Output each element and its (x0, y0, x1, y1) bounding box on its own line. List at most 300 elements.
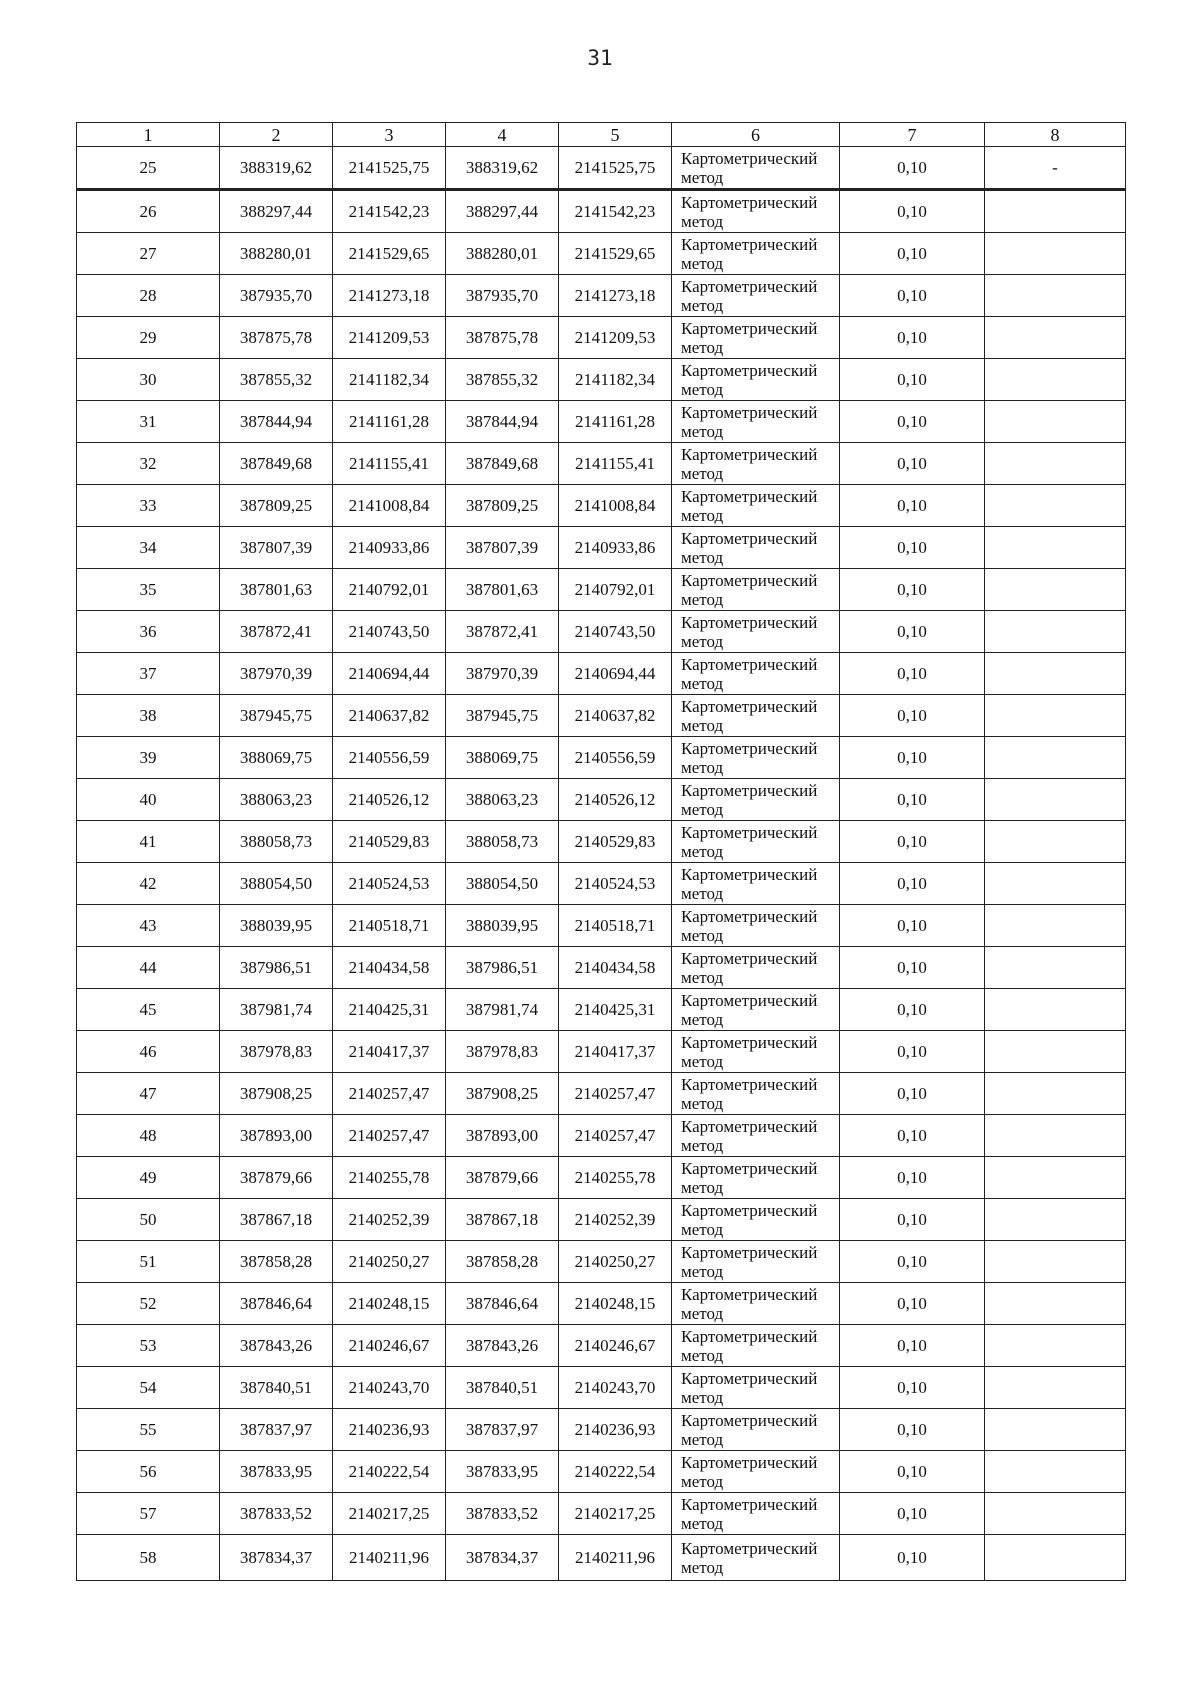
y-coordinate-cell: 2140518,71 (333, 905, 446, 947)
table-row (77, 989, 1126, 1031)
method-text: метод (681, 883, 724, 903)
method-cell (672, 821, 840, 863)
note-cell (985, 1535, 1126, 1581)
method-cell (672, 947, 840, 989)
x-coordinate-cell: 388280,01 (446, 233, 559, 275)
y-coordinate-cell: 2140529,83 (333, 821, 446, 863)
method-cell (672, 569, 840, 611)
x-coordinate-cell: 387807,39 (220, 527, 333, 569)
note-cell: - (985, 147, 1126, 190)
x-coordinate-cell: 387849,68 (220, 443, 333, 485)
accuracy-cell: 0,10 (840, 147, 985, 190)
note-cell (985, 779, 1126, 821)
y-coordinate-cell: 2140743,50 (333, 611, 446, 653)
x-coordinate-cell: 387879,66 (220, 1157, 333, 1199)
method-text: метод (681, 167, 724, 187)
method-text: Картометрический (681, 1452, 818, 1472)
method-cell (672, 989, 840, 1031)
method-text: метод (681, 1557, 724, 1577)
table-row (77, 947, 1126, 989)
x-coordinate-cell: 387872,41 (446, 611, 559, 653)
note-cell (985, 527, 1126, 569)
x-coordinate-cell: 387855,32 (446, 359, 559, 401)
y-coordinate-cell: 2140257,47 (333, 1073, 446, 1115)
method-text: Картометрический (681, 738, 818, 758)
x-coordinate-cell: 388319,62 (220, 147, 333, 190)
table-row (77, 779, 1126, 821)
method-text: метод (681, 841, 724, 861)
table-row (77, 1283, 1126, 1325)
table-row (77, 147, 1126, 190)
method-cell (672, 653, 840, 695)
note-cell (985, 1493, 1126, 1535)
accuracy-cell: 0,10 (840, 1535, 985, 1581)
accuracy-cell: 0,10 (840, 947, 985, 989)
accuracy-cell: 0,10 (840, 1241, 985, 1283)
column-header: 7 (840, 123, 985, 147)
y-coordinate-cell: 2140743,50 (559, 611, 672, 653)
x-coordinate-cell: 387978,83 (220, 1031, 333, 1073)
y-coordinate-cell: 2140217,25 (559, 1493, 672, 1535)
y-coordinate-cell: 2141155,41 (559, 443, 672, 485)
point-number-cell: 47 (77, 1073, 220, 1115)
table-row (77, 443, 1126, 485)
note-cell (985, 1157, 1126, 1199)
note-cell (985, 1283, 1126, 1325)
x-coordinate-cell: 387846,64 (446, 1283, 559, 1325)
x-coordinate-cell: 387978,83 (446, 1031, 559, 1073)
method-text: метод (681, 505, 724, 525)
table-row (77, 1535, 1126, 1581)
accuracy-cell: 0,10 (840, 1031, 985, 1073)
method-cell (672, 737, 840, 779)
note-cell (985, 1325, 1126, 1367)
method-cell (672, 147, 840, 190)
note-cell (985, 653, 1126, 695)
method-text: Картометрический (681, 486, 818, 506)
x-coordinate-cell: 387879,66 (446, 1157, 559, 1199)
point-number-cell: 25 (77, 147, 220, 190)
table-row (77, 611, 1126, 653)
method-text: метод (681, 1429, 724, 1449)
y-coordinate-cell: 2141273,18 (333, 275, 446, 317)
method-text: метод (681, 463, 724, 483)
table-row (77, 1073, 1126, 1115)
method-text: Картометрический (681, 780, 818, 800)
method-text: метод (681, 1009, 724, 1029)
point-number-cell: 58 (77, 1535, 220, 1581)
x-coordinate-cell: 387875,78 (446, 317, 559, 359)
point-number-cell: 31 (77, 401, 220, 443)
y-coordinate-cell: 2140526,12 (559, 779, 672, 821)
table-row (77, 821, 1126, 863)
x-coordinate-cell: 387981,74 (220, 989, 333, 1031)
x-coordinate-cell: 387935,70 (446, 275, 559, 317)
method-text: метод (681, 1471, 724, 1491)
point-number-cell: 52 (77, 1283, 220, 1325)
method-cell (672, 779, 840, 821)
x-coordinate-cell: 388039,95 (446, 905, 559, 947)
point-number-cell: 54 (77, 1367, 220, 1409)
note-cell (985, 1367, 1126, 1409)
y-coordinate-cell: 2140694,44 (559, 653, 672, 695)
y-coordinate-cell: 2140250,27 (559, 1241, 672, 1283)
method-cell (672, 359, 840, 401)
x-coordinate-cell: 388063,23 (446, 779, 559, 821)
method-text: Картометрический (681, 990, 818, 1010)
method-cell (672, 1493, 840, 1535)
x-coordinate-cell: 388039,95 (220, 905, 333, 947)
table-row (77, 1031, 1126, 1073)
y-coordinate-cell: 2140434,58 (333, 947, 446, 989)
column-header: 5 (559, 123, 672, 147)
y-coordinate-cell: 2141273,18 (559, 275, 672, 317)
method-text: метод (681, 757, 724, 777)
point-number-cell: 45 (77, 989, 220, 1031)
note-cell (985, 695, 1126, 737)
point-number-cell: 49 (77, 1157, 220, 1199)
x-coordinate-cell: 387858,28 (220, 1241, 333, 1283)
x-coordinate-cell: 387843,26 (446, 1325, 559, 1367)
y-coordinate-cell: 2141209,53 (559, 317, 672, 359)
table-row (77, 190, 1126, 233)
table-row (77, 1325, 1126, 1367)
y-coordinate-cell: 2141161,28 (333, 401, 446, 443)
table-row (77, 317, 1126, 359)
method-cell (672, 485, 840, 527)
method-text: метод (681, 1261, 724, 1281)
x-coordinate-cell: 387935,70 (220, 275, 333, 317)
method-cell (672, 1325, 840, 1367)
note-cell (985, 1115, 1126, 1157)
x-coordinate-cell: 387893,00 (446, 1115, 559, 1157)
x-coordinate-cell: 388054,50 (220, 863, 333, 905)
point-number-cell: 55 (77, 1409, 220, 1451)
y-coordinate-cell: 2141525,75 (333, 147, 446, 190)
y-coordinate-cell: 2140250,27 (333, 1241, 446, 1283)
table-row (77, 527, 1126, 569)
method-text: Картометрический (681, 822, 818, 842)
accuracy-cell: 0,10 (840, 863, 985, 905)
column-header: 1 (77, 123, 220, 147)
note-cell (985, 1073, 1126, 1115)
x-coordinate-cell: 387833,52 (220, 1493, 333, 1535)
method-text: метод (681, 673, 724, 693)
method-text: метод (681, 589, 724, 609)
accuracy-cell: 0,10 (840, 779, 985, 821)
coordinates-table (76, 122, 1126, 1581)
x-coordinate-cell: 387893,00 (220, 1115, 333, 1157)
method-cell (672, 527, 840, 569)
accuracy-cell: 0,10 (840, 1367, 985, 1409)
method-text: Картометрический (681, 192, 818, 212)
method-text: метод (681, 631, 724, 651)
accuracy-cell: 0,10 (840, 905, 985, 947)
y-coordinate-cell: 2141008,84 (559, 485, 672, 527)
x-coordinate-cell: 387858,28 (446, 1241, 559, 1283)
x-coordinate-cell: 388069,75 (220, 737, 333, 779)
method-text: Картометрический (681, 1116, 818, 1136)
accuracy-cell: 0,10 (840, 695, 985, 737)
method-text: Картометрический (681, 528, 818, 548)
method-text: метод (681, 1177, 724, 1197)
table-row (77, 1241, 1126, 1283)
note-cell (985, 1241, 1126, 1283)
table-row (77, 905, 1126, 947)
x-coordinate-cell: 387809,25 (446, 485, 559, 527)
method-text: Картометрический (681, 1494, 818, 1514)
table-row (77, 1409, 1126, 1451)
method-text: Картометрический (681, 1538, 818, 1558)
note-cell (985, 947, 1126, 989)
method-text: Картометрический (681, 1284, 818, 1304)
accuracy-cell: 0,10 (840, 485, 985, 527)
method-text: Картометрический (681, 1158, 818, 1178)
y-coordinate-cell: 2140255,78 (333, 1157, 446, 1199)
y-coordinate-cell: 2140933,86 (559, 527, 672, 569)
method-text: метод (681, 715, 724, 735)
y-coordinate-cell: 2140211,96 (559, 1535, 672, 1581)
accuracy-cell: 0,10 (840, 359, 985, 401)
y-coordinate-cell: 2140524,53 (559, 863, 672, 905)
x-coordinate-cell: 387809,25 (220, 485, 333, 527)
method-cell (672, 190, 840, 233)
method-text: метод (681, 1093, 724, 1113)
x-coordinate-cell: 387986,51 (220, 947, 333, 989)
x-coordinate-cell: 387846,64 (220, 1283, 333, 1325)
method-text: Картометрический (681, 654, 818, 674)
x-coordinate-cell: 387833,95 (220, 1451, 333, 1493)
accuracy-cell: 0,10 (840, 569, 985, 611)
y-coordinate-cell: 2140417,37 (559, 1031, 672, 1073)
method-text: Картометрический (681, 696, 818, 716)
method-text: Картометрический (681, 906, 818, 926)
note-cell (985, 401, 1126, 443)
note-cell (985, 275, 1126, 317)
method-text: Картометрический (681, 1200, 818, 1220)
point-number-cell: 56 (77, 1451, 220, 1493)
method-text: метод (681, 337, 724, 357)
point-number-cell: 42 (77, 863, 220, 905)
accuracy-cell: 0,10 (840, 989, 985, 1031)
method-text: Картометрический (681, 1074, 818, 1094)
method-cell (672, 1241, 840, 1283)
table-header-row (77, 123, 1126, 147)
accuracy-cell: 0,10 (840, 443, 985, 485)
table-row (77, 737, 1126, 779)
y-coordinate-cell: 2141008,84 (333, 485, 446, 527)
method-cell (672, 1367, 840, 1409)
method-text: метод (681, 1051, 724, 1071)
note-cell (985, 1199, 1126, 1241)
x-coordinate-cell: 387908,25 (220, 1073, 333, 1115)
method-cell (672, 1031, 840, 1073)
y-coordinate-cell: 2140236,93 (559, 1409, 672, 1451)
table-row (77, 401, 1126, 443)
y-coordinate-cell: 2140222,54 (559, 1451, 672, 1493)
accuracy-cell: 0,10 (840, 317, 985, 359)
x-coordinate-cell: 387855,32 (220, 359, 333, 401)
method-text: Картометрический (681, 318, 818, 338)
y-coordinate-cell: 2140792,01 (559, 569, 672, 611)
accuracy-cell: 0,10 (840, 1493, 985, 1535)
x-coordinate-cell: 387840,51 (220, 1367, 333, 1409)
table-row (77, 569, 1126, 611)
y-coordinate-cell: 2140425,31 (559, 989, 672, 1031)
accuracy-cell: 0,10 (840, 1115, 985, 1157)
y-coordinate-cell: 2140434,58 (559, 947, 672, 989)
table-row (77, 1115, 1126, 1157)
method-cell (672, 1451, 840, 1493)
y-coordinate-cell: 2140792,01 (333, 569, 446, 611)
y-coordinate-cell: 2140252,39 (559, 1199, 672, 1241)
point-number-cell: 37 (77, 653, 220, 695)
note-cell (985, 863, 1126, 905)
accuracy-cell: 0,10 (840, 190, 985, 233)
x-coordinate-cell: 387867,18 (220, 1199, 333, 1241)
method-text: Картометрический (681, 148, 818, 168)
method-text: Картометрический (681, 612, 818, 632)
note-cell (985, 1031, 1126, 1073)
method-cell (672, 275, 840, 317)
note-cell (985, 821, 1126, 863)
method-text: Картометрический (681, 570, 818, 590)
point-number-cell: 41 (77, 821, 220, 863)
method-cell (672, 233, 840, 275)
x-coordinate-cell: 387844,94 (220, 401, 333, 443)
note-cell (985, 359, 1126, 401)
point-number-cell: 40 (77, 779, 220, 821)
point-number-cell: 32 (77, 443, 220, 485)
method-text: метод (681, 295, 724, 315)
method-text: метод (681, 1345, 724, 1365)
column-header: 3 (333, 123, 446, 147)
column-header: 4 (446, 123, 559, 147)
method-text: метод (681, 1219, 724, 1239)
y-coordinate-cell: 2140556,59 (559, 737, 672, 779)
x-coordinate-cell: 387833,95 (446, 1451, 559, 1493)
column-header: 6 (672, 123, 840, 147)
method-text: метод (681, 547, 724, 567)
x-coordinate-cell: 387834,37 (446, 1535, 559, 1581)
accuracy-cell: 0,10 (840, 275, 985, 317)
x-coordinate-cell: 387807,39 (446, 527, 559, 569)
table-row (77, 1493, 1126, 1535)
method-text: метод (681, 967, 724, 987)
x-coordinate-cell: 387837,97 (446, 1409, 559, 1451)
note-cell (985, 190, 1126, 233)
point-number-cell: 29 (77, 317, 220, 359)
page-number: 31 (587, 46, 613, 70)
table-row (77, 275, 1126, 317)
x-coordinate-cell: 387981,74 (446, 989, 559, 1031)
y-coordinate-cell: 2140529,83 (559, 821, 672, 863)
x-coordinate-cell: 388058,73 (220, 821, 333, 863)
x-coordinate-cell: 388280,01 (220, 233, 333, 275)
x-coordinate-cell: 388319,62 (446, 147, 559, 190)
x-coordinate-cell: 388069,75 (446, 737, 559, 779)
method-cell (672, 1535, 840, 1581)
note-cell (985, 737, 1126, 779)
method-text: Картометрический (681, 360, 818, 380)
table-row (77, 485, 1126, 527)
method-cell (672, 611, 840, 653)
x-coordinate-cell: 387843,26 (220, 1325, 333, 1367)
method-text: метод (681, 1303, 724, 1323)
y-coordinate-cell: 2140217,25 (333, 1493, 446, 1535)
note-cell (985, 1409, 1126, 1451)
point-number-cell: 38 (77, 695, 220, 737)
y-coordinate-cell: 2140248,15 (559, 1283, 672, 1325)
method-cell (672, 1073, 840, 1115)
method-cell (672, 401, 840, 443)
y-coordinate-cell: 2140252,39 (333, 1199, 446, 1241)
method-text: Картометрический (681, 948, 818, 968)
point-number-cell: 39 (77, 737, 220, 779)
method-cell (672, 695, 840, 737)
note-cell (985, 1451, 1126, 1493)
y-coordinate-cell: 2140222,54 (333, 1451, 446, 1493)
note-cell (985, 989, 1126, 1031)
accuracy-cell: 0,10 (840, 821, 985, 863)
y-coordinate-cell: 2140637,82 (333, 695, 446, 737)
method-text: метод (681, 421, 724, 441)
x-coordinate-cell: 387970,39 (220, 653, 333, 695)
y-coordinate-cell: 2141525,75 (559, 147, 672, 190)
point-number-cell: 48 (77, 1115, 220, 1157)
point-number-cell: 50 (77, 1199, 220, 1241)
y-coordinate-cell: 2140255,78 (559, 1157, 672, 1199)
accuracy-cell: 0,10 (840, 1451, 985, 1493)
method-cell (672, 1283, 840, 1325)
y-coordinate-cell: 2140556,59 (333, 737, 446, 779)
note-cell (985, 485, 1126, 527)
y-coordinate-cell: 2140526,12 (333, 779, 446, 821)
y-coordinate-cell: 2141182,34 (559, 359, 672, 401)
x-coordinate-cell: 387833,52 (446, 1493, 559, 1535)
method-text: Картометрический (681, 276, 818, 296)
y-coordinate-cell: 2140248,15 (333, 1283, 446, 1325)
table-row (77, 233, 1126, 275)
method-text: Картометрический (681, 1032, 818, 1052)
y-coordinate-cell: 2141155,41 (333, 443, 446, 485)
point-number-cell: 43 (77, 905, 220, 947)
x-coordinate-cell: 387945,75 (446, 695, 559, 737)
accuracy-cell: 0,10 (840, 653, 985, 695)
x-coordinate-cell: 387872,41 (220, 611, 333, 653)
method-cell (672, 1115, 840, 1157)
point-number-cell: 33 (77, 485, 220, 527)
x-coordinate-cell: 388058,73 (446, 821, 559, 863)
method-text: Картометрический (681, 1368, 818, 1388)
x-coordinate-cell: 387908,25 (446, 1073, 559, 1115)
accuracy-cell: 0,10 (840, 527, 985, 569)
y-coordinate-cell: 2140257,47 (559, 1073, 672, 1115)
method-cell (672, 317, 840, 359)
y-coordinate-cell: 2141542,23 (559, 190, 672, 233)
accuracy-cell: 0,10 (840, 401, 985, 443)
column-header: 2 (220, 123, 333, 147)
accuracy-cell: 0,10 (840, 1157, 985, 1199)
column-header: 8 (985, 123, 1126, 147)
note-cell (985, 905, 1126, 947)
method-text: метод (681, 1135, 724, 1155)
method-cell (672, 1409, 840, 1451)
y-coordinate-cell: 2140243,70 (333, 1367, 446, 1409)
method-text: Картометрический (681, 402, 818, 422)
y-coordinate-cell: 2141209,53 (333, 317, 446, 359)
note-cell (985, 443, 1126, 485)
